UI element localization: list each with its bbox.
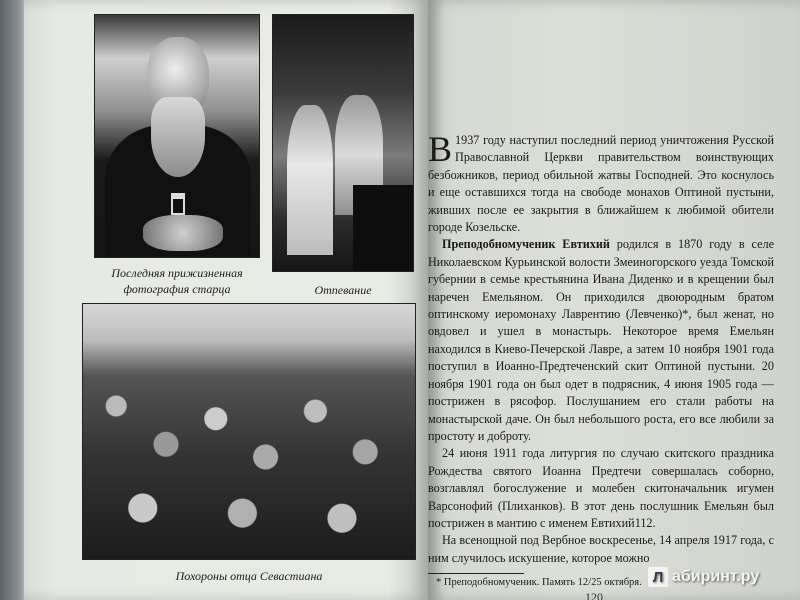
elder-portrait-photo	[94, 14, 260, 258]
page-text	[428, 129, 775, 590]
watermark-text: абиринт.ру	[672, 568, 760, 585]
funeral-caption: Отпевание	[314, 283, 372, 297]
burial-crowd-photo	[82, 303, 416, 560]
paragraph-4: На всенощной под Вербное воскресенье, 14 апреля 1917 года, с ним случилось искушение, которое можно	[428, 533, 774, 565]
paragraph-2-text: родился в 1870 году в селе Николаевском Курьинской волости Змеиногорского уезда Томской губернии в семье крестьянина Ивана Диденко и в крещении был наречен Емельяном. Он приходился двоюродным братом оптинскому иеромонаху Лаврентию (Левченко)*, был женат, но овдовел и ушел в монастырь. Некоторое время Емельян находился в Киево-Печерской Лавре, а затем 10 ноября 1901 года поступил в Иоанно-Предтеченский скит Оптиной пустыни. 20 ноября 1901 года он был одет в подрясник, 4 июня 1905 года — пострижен в рясофор. Послушанием его стали работы на монастырской даче. Он был небольшого роста, его все любили за простоту и доброту.	[428, 237, 775, 443]
paragraph-2	[428, 236, 774, 445]
martyr-name: Преподобномученик Евтихий	[442, 237, 610, 252]
labirint-watermark	[648, 566, 759, 588]
footnote-divider	[428, 573, 524, 574]
footnote: * Преподобномученик. Память 12/25 октября.	[436, 577, 642, 589]
drop-cap: В	[428, 129, 453, 169]
burial-caption: Похороны отца Севастиана	[175, 569, 323, 583]
paragraph-1	[428, 129, 774, 236]
paragraph-3: 24 июня 1911 года литургия по случаю скитского праздника Рождества святого Иоанна Предтечи совершалась соборно, возглавлял богослужение и молебен скитоначальник игумен Варсонофий (Плиханков). В этот день послушник Емельян был пострижен в мантию с именем Евтихий112.	[428, 446, 774, 530]
portrait-caption: Последняя прижизненная фотография старца	[111, 266, 243, 296]
labirint-logo-icon: Л	[648, 567, 668, 587]
paragraph-1-text: 1937 году наступил последний период уничтожения Русской Православной Церкви правительством воинствующих безбожников, период обильной жатвы Господней. Это коснулось и еще оставшихся тогда на свободе монахов Оптиной пустыни, живших после ее закрытия в ближайшем к любимой обители городе Козельске.	[428, 133, 774, 235]
page-number: 120	[585, 590, 603, 600]
funeral-service-photo	[272, 14, 414, 272]
